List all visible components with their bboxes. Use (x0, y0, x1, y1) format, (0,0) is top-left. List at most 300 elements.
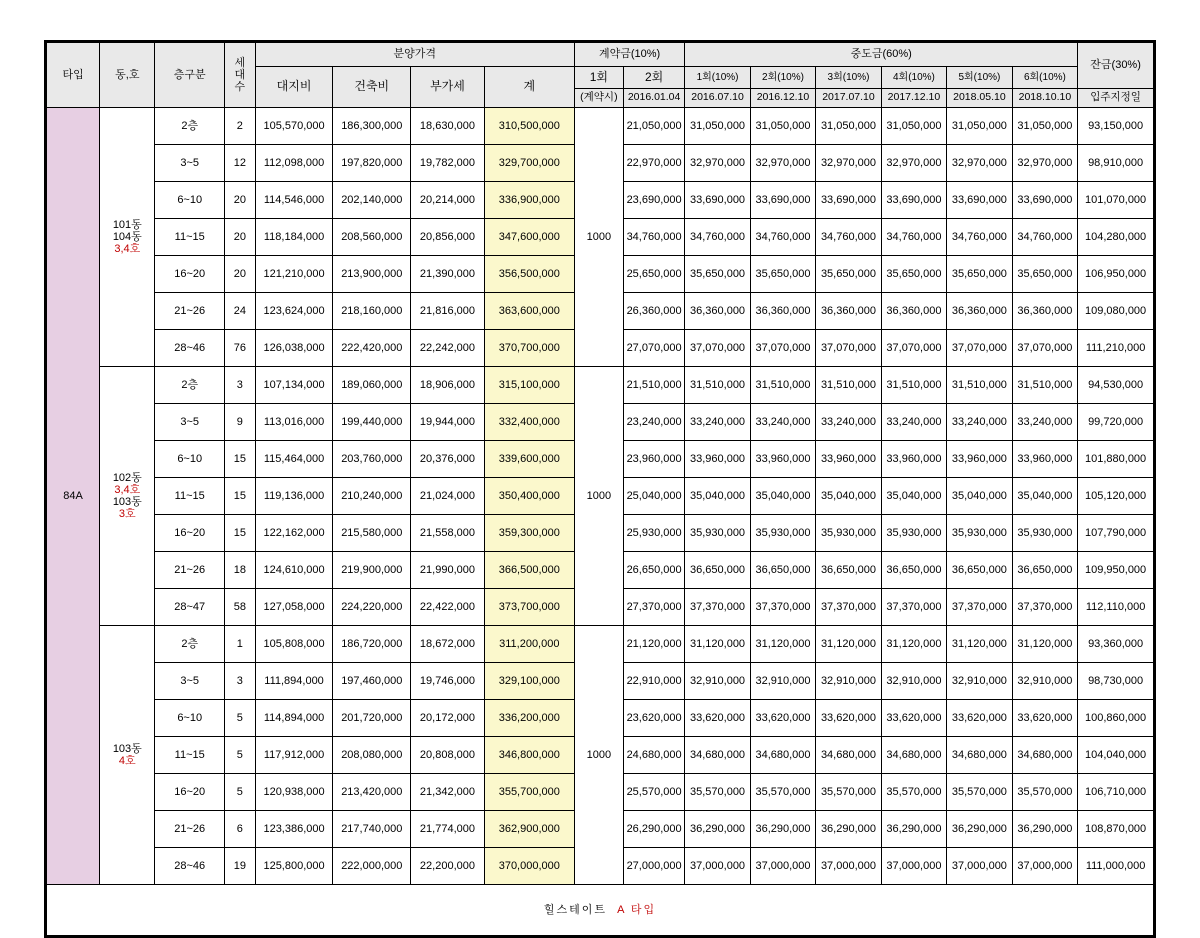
vat: 21,774,000 (411, 811, 485, 848)
total-price: 329,700,000 (484, 145, 574, 182)
header-land-cost: 대지비 (255, 67, 333, 108)
interim-payment-4: 36,360,000 (881, 293, 946, 330)
land-cost: 111,894,000 (255, 663, 333, 700)
building-cost: 224,220,000 (333, 589, 411, 626)
balance-payment: 100,860,000 (1078, 700, 1154, 737)
household-count: 19 (224, 848, 255, 885)
interim-payment-1: 36,290,000 (685, 811, 750, 848)
building-cost: 222,000,000 (333, 848, 411, 885)
interim-payment-6: 35,040,000 (1012, 478, 1078, 515)
total-price: 362,900,000 (484, 811, 574, 848)
balance-payment: 98,910,000 (1078, 145, 1154, 182)
header-contract-1: 1회 (574, 67, 623, 89)
interim-payment-3: 36,650,000 (816, 552, 881, 589)
interim-payment-4: 31,120,000 (881, 626, 946, 663)
interim-payment-5: 33,960,000 (947, 441, 1012, 478)
balance-payment: 94,530,000 (1078, 367, 1154, 404)
interim-payment-3: 36,360,000 (816, 293, 881, 330)
header-interim-date-2: 2016.12.10 (750, 89, 815, 108)
building-cost: 186,720,000 (333, 626, 411, 663)
interim-payment-3: 33,240,000 (816, 404, 881, 441)
total-price: 315,100,000 (484, 367, 574, 404)
land-cost: 105,808,000 (255, 626, 333, 663)
floor-range: 16~20 (155, 774, 225, 811)
floor-range: 21~26 (155, 811, 225, 848)
total-price: 370,000,000 (484, 848, 574, 885)
building-cost: 217,740,000 (333, 811, 411, 848)
interim-payment-4: 34,760,000 (881, 219, 946, 256)
interim-payment-4: 31,510,000 (881, 367, 946, 404)
building-cost: 215,580,000 (333, 515, 411, 552)
interim-payment-2: 33,690,000 (750, 182, 815, 219)
interim-payment-1: 35,650,000 (685, 256, 750, 293)
footer-type: A 타입 (617, 903, 657, 916)
header-interim-3: 3회(10%) (816, 67, 881, 89)
household-count: 9 (224, 404, 255, 441)
interim-payment-3: 32,910,000 (816, 663, 881, 700)
household-count: 15 (224, 478, 255, 515)
interim-payment-2: 33,960,000 (750, 441, 815, 478)
total-price: 329,100,000 (484, 663, 574, 700)
interim-payment-4: 32,970,000 (881, 145, 946, 182)
interim-payment-2: 35,650,000 (750, 256, 815, 293)
land-cost: 119,136,000 (255, 478, 333, 515)
floor-range: 6~10 (155, 182, 225, 219)
interim-payment-6: 32,970,000 (1012, 145, 1078, 182)
interim-payment-1: 37,000,000 (685, 848, 750, 885)
interim-payment-1: 34,760,000 (685, 219, 750, 256)
header-move-in-date: 입주지정일 (1078, 89, 1154, 108)
interim-payment-2: 33,620,000 (750, 700, 815, 737)
vat: 19,782,000 (411, 145, 485, 182)
interim-payment-4: 33,690,000 (881, 182, 946, 219)
building-cost: 189,060,000 (333, 367, 411, 404)
interim-payment-6: 32,910,000 (1012, 663, 1078, 700)
header-interim-4: 4회(10%) (881, 67, 946, 89)
vat: 21,816,000 (411, 293, 485, 330)
interim-payment-6: 37,370,000 (1012, 589, 1078, 626)
total-price: 356,500,000 (484, 256, 574, 293)
balance-payment: 101,880,000 (1078, 441, 1154, 478)
total-price: 370,700,000 (484, 330, 574, 367)
vat: 20,214,000 (411, 182, 485, 219)
interim-payment-3: 31,510,000 (816, 367, 881, 404)
balance-payment: 108,870,000 (1078, 811, 1154, 848)
land-cost: 124,610,000 (255, 552, 333, 589)
interim-payment-1: 32,970,000 (685, 145, 750, 182)
header-interim-1: 1회(10%) (685, 67, 750, 89)
balance-payment: 106,710,000 (1078, 774, 1154, 811)
contract-payment-2: 25,930,000 (623, 515, 684, 552)
contract-payment-2: 23,620,000 (623, 700, 684, 737)
interim-payment-1: 33,960,000 (685, 441, 750, 478)
interim-payment-5: 33,240,000 (947, 404, 1012, 441)
total-price: 310,500,000 (484, 108, 574, 145)
contract-payment-2: 21,050,000 (623, 108, 684, 145)
interim-payment-3: 35,650,000 (816, 256, 881, 293)
total-price: 347,600,000 (484, 219, 574, 256)
contract-payment-2: 25,040,000 (623, 478, 684, 515)
land-cost: 126,038,000 (255, 330, 333, 367)
interim-payment-1: 34,680,000 (685, 737, 750, 774)
household-count: 3 (224, 663, 255, 700)
interim-payment-5: 33,690,000 (947, 182, 1012, 219)
floor-range: 11~15 (155, 219, 225, 256)
balance-payment: 106,950,000 (1078, 256, 1154, 293)
contract-payment-2: 26,650,000 (623, 552, 684, 589)
interim-payment-4: 37,070,000 (881, 330, 946, 367)
interim-payment-6: 35,650,000 (1012, 256, 1078, 293)
interim-payment-2: 33,240,000 (750, 404, 815, 441)
table-row (47, 108, 1154, 145)
interim-payment-3: 37,000,000 (816, 848, 881, 885)
header-interim-date-6: 2018.10.10 (1012, 89, 1078, 108)
interim-payment-2: 37,370,000 (750, 589, 815, 626)
unit-type-label: 84A (47, 108, 100, 885)
interim-payment-3: 34,760,000 (816, 219, 881, 256)
interim-payment-1: 31,120,000 (685, 626, 750, 663)
header-group-contract: 계약금(10%) (574, 43, 684, 67)
interim-payment-5: 32,910,000 (947, 663, 1012, 700)
balance-payment: 112,110,000 (1078, 589, 1154, 626)
contract-payment-2: 34,760,000 (623, 219, 684, 256)
header-contract-2: 2회 (623, 67, 684, 89)
interim-payment-5: 35,650,000 (947, 256, 1012, 293)
contract-payment-2: 22,970,000 (623, 145, 684, 182)
land-cost: 117,912,000 (255, 737, 333, 774)
interim-payment-6: 31,050,000 (1012, 108, 1078, 145)
household-count: 6 (224, 811, 255, 848)
vat: 21,342,000 (411, 774, 485, 811)
vat: 20,172,000 (411, 700, 485, 737)
balance-payment: 104,040,000 (1078, 737, 1154, 774)
balance-payment: 101,070,000 (1078, 182, 1154, 219)
contract-payment-2: 26,360,000 (623, 293, 684, 330)
interim-payment-3: 31,120,000 (816, 626, 881, 663)
interim-payment-6: 34,760,000 (1012, 219, 1078, 256)
interim-payment-1: 31,510,000 (685, 367, 750, 404)
interim-payment-5: 37,370,000 (947, 589, 1012, 626)
floor-range: 16~20 (155, 256, 225, 293)
interim-payment-1: 33,690,000 (685, 182, 750, 219)
vat: 19,746,000 (411, 663, 485, 700)
header-group-supply-price: 분양가격 (255, 43, 574, 67)
header-interim-date-3: 2017.07.10 (816, 89, 881, 108)
contract-payment-1: 1000 (574, 367, 623, 626)
floor-range: 2층 (155, 108, 225, 145)
header-total: 계 (484, 67, 574, 108)
interim-payment-2: 31,510,000 (750, 367, 815, 404)
total-price: 350,400,000 (484, 478, 574, 515)
contract-payment-2: 26,290,000 (623, 811, 684, 848)
contract-payment-2: 23,240,000 (623, 404, 684, 441)
interim-payment-5: 37,000,000 (947, 848, 1012, 885)
household-count: 20 (224, 219, 255, 256)
header-building-cost: 건축비 (333, 67, 411, 108)
building-cost: 197,460,000 (333, 663, 411, 700)
interim-payment-3: 36,290,000 (816, 811, 881, 848)
vat: 22,422,000 (411, 589, 485, 626)
interim-payment-3: 33,620,000 (816, 700, 881, 737)
total-price: 366,500,000 (484, 552, 574, 589)
land-cost: 123,386,000 (255, 811, 333, 848)
contract-payment-2: 25,650,000 (623, 256, 684, 293)
interim-payment-6: 37,000,000 (1012, 848, 1078, 885)
land-cost: 107,134,000 (255, 367, 333, 404)
vat: 20,808,000 (411, 737, 485, 774)
interim-payment-5: 36,360,000 (947, 293, 1012, 330)
interim-payment-2: 31,120,000 (750, 626, 815, 663)
household-count: 15 (224, 441, 255, 478)
vat: 18,906,000 (411, 367, 485, 404)
table-row (47, 626, 1154, 663)
balance-payment: 99,720,000 (1078, 404, 1154, 441)
contract-payment-2: 27,370,000 (623, 589, 684, 626)
interim-payment-6: 31,510,000 (1012, 367, 1078, 404)
land-cost: 113,016,000 (255, 404, 333, 441)
floor-range: 21~26 (155, 293, 225, 330)
interim-payment-5: 35,040,000 (947, 478, 1012, 515)
household-count: 20 (224, 182, 255, 219)
interim-payment-3: 33,690,000 (816, 182, 881, 219)
interim-payment-4: 31,050,000 (881, 108, 946, 145)
contract-payment-2: 23,690,000 (623, 182, 684, 219)
interim-payment-1: 36,650,000 (685, 552, 750, 589)
interim-payment-4: 32,910,000 (881, 663, 946, 700)
interim-payment-5: 37,070,000 (947, 330, 1012, 367)
header-contract-2-date: 2016.01.04 (623, 89, 684, 108)
land-cost: 118,184,000 (255, 219, 333, 256)
household-count: 76 (224, 330, 255, 367)
land-cost: 105,570,000 (255, 108, 333, 145)
household-count: 20 (224, 256, 255, 293)
interim-payment-2: 32,910,000 (750, 663, 815, 700)
land-cost: 123,624,000 (255, 293, 333, 330)
vat: 18,630,000 (411, 108, 485, 145)
floor-range: 28~47 (155, 589, 225, 626)
building-cost: 219,900,000 (333, 552, 411, 589)
interim-payment-3: 31,050,000 (816, 108, 881, 145)
land-cost: 114,546,000 (255, 182, 333, 219)
header-vat: 부가세 (411, 67, 485, 108)
interim-payment-5: 35,570,000 (947, 774, 1012, 811)
building-cost: 213,420,000 (333, 774, 411, 811)
header-dong: 동,호 (100, 43, 155, 108)
balance-payment: 93,150,000 (1078, 108, 1154, 145)
balance-payment: 104,280,000 (1078, 219, 1154, 256)
building-cost: 213,900,000 (333, 256, 411, 293)
floor-range: 11~15 (155, 478, 225, 515)
footer-brand: 힐스테이트 (543, 903, 607, 916)
interim-payment-4: 33,620,000 (881, 700, 946, 737)
header-interim-2: 2회(10%) (750, 67, 815, 89)
floor-range: 2층 (155, 626, 225, 663)
total-price: 355,700,000 (484, 774, 574, 811)
dong-ho-group-2: 102동 3,4호 103동 3호 (100, 367, 155, 626)
interim-payment-6: 33,620,000 (1012, 700, 1078, 737)
land-cost: 122,162,000 (255, 515, 333, 552)
interim-payment-4: 36,650,000 (881, 552, 946, 589)
total-price: 311,200,000 (484, 626, 574, 663)
total-price: 346,800,000 (484, 737, 574, 774)
vat: 20,376,000 (411, 441, 485, 478)
interim-payment-3: 37,070,000 (816, 330, 881, 367)
floor-range: 28~46 (155, 330, 225, 367)
interim-payment-5: 31,120,000 (947, 626, 1012, 663)
balance-payment: 111,210,000 (1078, 330, 1154, 367)
household-count: 24 (224, 293, 255, 330)
interim-payment-4: 37,000,000 (881, 848, 946, 885)
interim-payment-5: 32,970,000 (947, 145, 1012, 182)
interim-payment-1: 36,360,000 (685, 293, 750, 330)
interim-payment-6: 35,570,000 (1012, 774, 1078, 811)
household-count: 3 (224, 367, 255, 404)
building-cost: 218,160,000 (333, 293, 411, 330)
vat: 21,558,000 (411, 515, 485, 552)
interim-payment-1: 35,570,000 (685, 774, 750, 811)
interim-payment-6: 35,930,000 (1012, 515, 1078, 552)
interim-payment-6: 31,120,000 (1012, 626, 1078, 663)
floor-range: 21~26 (155, 552, 225, 589)
floor-range: 3~5 (155, 404, 225, 441)
interim-payment-2: 36,360,000 (750, 293, 815, 330)
floor-range: 3~5 (155, 663, 225, 700)
contract-payment-2: 25,570,000 (623, 774, 684, 811)
total-price: 373,700,000 (484, 589, 574, 626)
land-cost: 120,938,000 (255, 774, 333, 811)
contract-payment-2: 22,910,000 (623, 663, 684, 700)
household-count: 5 (224, 700, 255, 737)
header-interim-6: 6회(10%) (1012, 67, 1078, 89)
header-row-groups (47, 43, 1154, 67)
interim-payment-1: 37,370,000 (685, 589, 750, 626)
building-cost: 201,720,000 (333, 700, 411, 737)
interim-payment-6: 33,960,000 (1012, 441, 1078, 478)
balance-payment: 93,360,000 (1078, 626, 1154, 663)
interim-payment-4: 35,930,000 (881, 515, 946, 552)
interim-payment-4: 35,570,000 (881, 774, 946, 811)
land-cost: 121,210,000 (255, 256, 333, 293)
interim-payment-2: 36,290,000 (750, 811, 815, 848)
floor-range: 28~46 (155, 848, 225, 885)
household-count: 15 (224, 515, 255, 552)
floor-range: 6~10 (155, 700, 225, 737)
interim-payment-4: 37,370,000 (881, 589, 946, 626)
interim-payment-3: 33,960,000 (816, 441, 881, 478)
household-count: 5 (224, 774, 255, 811)
land-cost: 112,098,000 (255, 145, 333, 182)
vat: 21,024,000 (411, 478, 485, 515)
table-row (47, 367, 1154, 404)
vat: 18,672,000 (411, 626, 485, 663)
floor-range: 3~5 (155, 145, 225, 182)
interim-payment-1: 33,240,000 (685, 404, 750, 441)
total-price: 332,400,000 (484, 404, 574, 441)
household-count: 2 (224, 108, 255, 145)
header-floor: 층구분 (155, 43, 225, 108)
header-type: 타입 (47, 43, 100, 108)
interim-payment-5: 33,620,000 (947, 700, 1012, 737)
vat: 21,990,000 (411, 552, 485, 589)
floor-range: 16~20 (155, 515, 225, 552)
interim-payment-2: 34,680,000 (750, 737, 815, 774)
interim-payment-6: 33,240,000 (1012, 404, 1078, 441)
header-contract-1-note: (계약시) (574, 89, 623, 108)
interim-payment-1: 35,930,000 (685, 515, 750, 552)
footer-title-row (47, 885, 1154, 936)
contract-payment-2: 24,680,000 (623, 737, 684, 774)
header-interim-date-5: 2018.05.10 (947, 89, 1012, 108)
interim-payment-4: 33,960,000 (881, 441, 946, 478)
balance-payment: 109,950,000 (1078, 552, 1154, 589)
building-cost: 208,080,000 (333, 737, 411, 774)
interim-payment-6: 36,290,000 (1012, 811, 1078, 848)
household-count: 1 (224, 626, 255, 663)
interim-payment-3: 35,570,000 (816, 774, 881, 811)
floor-range: 11~15 (155, 737, 225, 774)
floor-range: 2층 (155, 367, 225, 404)
interim-payment-4: 36,290,000 (881, 811, 946, 848)
interim-payment-6: 36,360,000 (1012, 293, 1078, 330)
land-cost: 115,464,000 (255, 441, 333, 478)
interim-payment-2: 31,050,000 (750, 108, 815, 145)
building-cost: 203,760,000 (333, 441, 411, 478)
interim-payment-1: 33,620,000 (685, 700, 750, 737)
balance-payment: 107,790,000 (1078, 515, 1154, 552)
household-count: 18 (224, 552, 255, 589)
land-cost: 127,058,000 (255, 589, 333, 626)
interim-payment-1: 32,910,000 (685, 663, 750, 700)
dong-ho-group-3: 103동 4호 (100, 626, 155, 885)
vat: 19,944,000 (411, 404, 485, 441)
balance-payment: 109,080,000 (1078, 293, 1154, 330)
building-cost: 197,820,000 (333, 145, 411, 182)
land-cost: 125,800,000 (255, 848, 333, 885)
contract-payment-2: 27,000,000 (623, 848, 684, 885)
total-price: 363,600,000 (484, 293, 574, 330)
total-price: 336,200,000 (484, 700, 574, 737)
vat: 22,242,000 (411, 330, 485, 367)
header-household-count: 세 대 수 (224, 43, 255, 108)
price-table (46, 42, 1154, 936)
interim-payment-4: 34,680,000 (881, 737, 946, 774)
contract-payment-2: 21,120,000 (623, 626, 684, 663)
interim-payment-6: 37,070,000 (1012, 330, 1078, 367)
interim-payment-2: 36,650,000 (750, 552, 815, 589)
interim-payment-3: 32,970,000 (816, 145, 881, 182)
header-interim-date-4: 2017.12.10 (881, 89, 946, 108)
building-cost: 199,440,000 (333, 404, 411, 441)
total-price: 359,300,000 (484, 515, 574, 552)
contract-payment-1: 1000 (574, 626, 623, 885)
interim-payment-1: 35,040,000 (685, 478, 750, 515)
interim-payment-1: 37,070,000 (685, 330, 750, 367)
building-cost: 208,560,000 (333, 219, 411, 256)
floor-range: 6~10 (155, 441, 225, 478)
price-table-sheet (44, 40, 1156, 938)
interim-payment-5: 31,510,000 (947, 367, 1012, 404)
header-group-balance: 잔금(30%) (1078, 43, 1154, 89)
interim-payment-3: 37,370,000 (816, 589, 881, 626)
interim-payment-6: 36,650,000 (1012, 552, 1078, 589)
interim-payment-2: 35,930,000 (750, 515, 815, 552)
interim-payment-2: 35,570,000 (750, 774, 815, 811)
header-interim-5: 5회(10%) (947, 67, 1012, 89)
building-cost: 222,420,000 (333, 330, 411, 367)
interim-payment-2: 34,760,000 (750, 219, 815, 256)
interim-payment-2: 37,000,000 (750, 848, 815, 885)
interim-payment-5: 34,760,000 (947, 219, 1012, 256)
